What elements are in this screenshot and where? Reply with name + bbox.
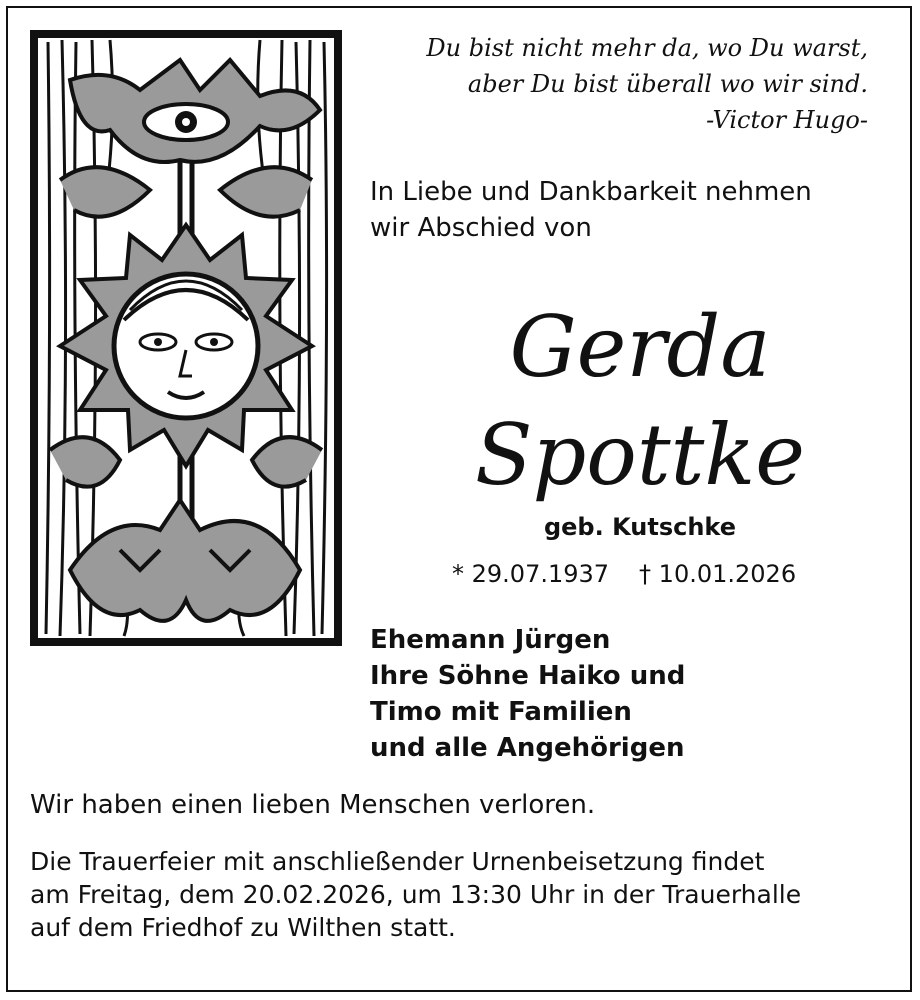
service-line: am Freitag, dem 20.02.2026, um 13:30 Uhr in der Trauerhalle bbox=[30, 880, 802, 909]
quote bbox=[348, 30, 868, 138]
quote-author: -Victor Hugo- bbox=[706, 106, 868, 134]
birth-date: * 29.07.1937 bbox=[452, 560, 610, 588]
first-name: Gerda bbox=[509, 298, 771, 396]
mourners-list bbox=[370, 622, 890, 766]
quote-line: Du bist nicht mehr da, wo Du warst, bbox=[426, 34, 868, 62]
intro-text bbox=[370, 174, 870, 246]
birth-name: geb. Kutschke bbox=[543, 513, 737, 541]
death-date: † 10.01.2026 bbox=[639, 560, 797, 588]
service-line: auf dem Friedhof zu Wilthen statt. bbox=[30, 913, 456, 942]
service-info bbox=[30, 845, 890, 944]
sun-flower-woodcut-icon bbox=[30, 30, 342, 646]
quote-line: aber Du bist überall wo wir sind. bbox=[467, 70, 868, 98]
mourner-line: Ehemann Jürgen bbox=[370, 625, 611, 655]
last-name: Spottke bbox=[474, 406, 805, 504]
mourner-line: Ihre Söhne Haiko und bbox=[370, 661, 686, 691]
life-dates bbox=[452, 560, 852, 588]
intro-line: wir Abschied von bbox=[370, 213, 592, 243]
service-line: Die Trauerfeier mit anschließender Urnenbeisetzung findet bbox=[30, 847, 765, 876]
mourner-line: und alle Angehörigen bbox=[370, 733, 685, 763]
closing-text: Wir haben einen lieben Menschen verloren. bbox=[30, 790, 596, 820]
mourner-line: Timo mit Familien bbox=[370, 697, 632, 727]
intro-line: In Liebe und Dankbarkeit nehmen bbox=[370, 177, 812, 207]
